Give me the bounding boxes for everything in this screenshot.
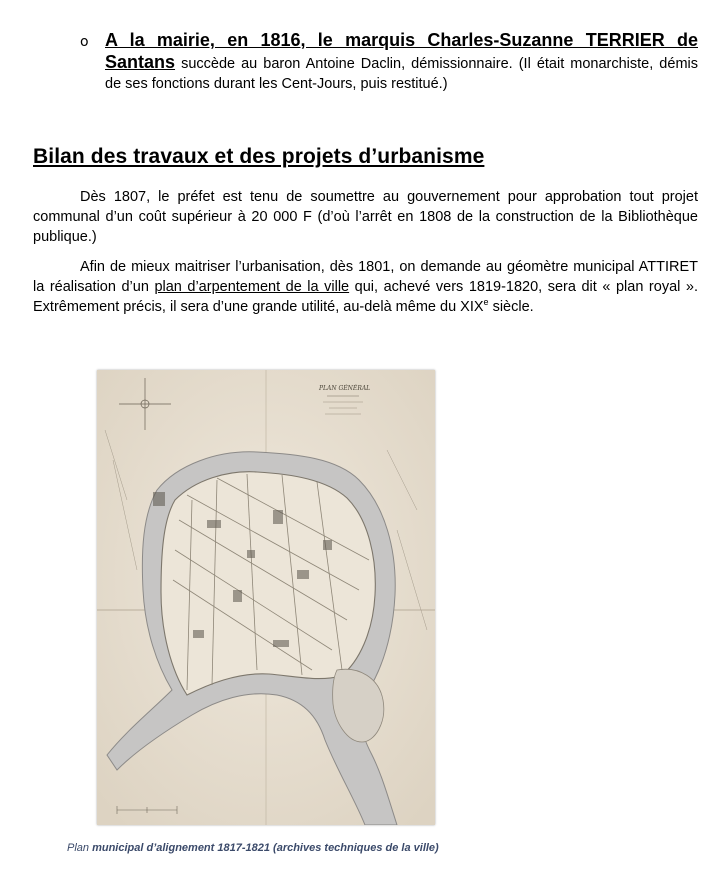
paragraph-2-end: siècle. — [488, 299, 534, 315]
historic-city-map — [97, 370, 435, 825]
bullet-rest: succède au baron Antoine Daclin, démissionnaire. (Il était monarchiste, démis de ses fonctions durant les Cent-Jours, puis restitué.) — [105, 56, 698, 92]
paragraph-1: Dès 1807, le préfet est tenu de soumettre au gouvernement pour approbation tout projet communal d’un coût supérieur à 20 000 F (d’où l’arrêt en 1808 de la construction de la Bibliothèque publique.) — [33, 189, 698, 245]
caption-bold: municipal d’alignement 1817-1821 (archives techniques de la ville) — [92, 842, 439, 854]
paragraph-2 — [33, 257, 698, 317]
caption-plain: Plan — [67, 842, 93, 854]
map-caption — [67, 842, 439, 854]
bullet-marker: o — [80, 34, 89, 50]
bullet-item — [80, 30, 698, 94]
section-heading: Bilan des travaux et des projets d’urbanisme — [33, 145, 485, 168]
century-superscript: e — [483, 297, 489, 308]
map-title: PLAN GÉNÉRAL — [319, 385, 371, 392]
paragraph-2-before: Afin de mieux maitriser l’urbanisation, dès 1801, on demande au géomètre municipal ATTIRET la réalisation d’un — [33, 259, 698, 295]
paragraph-2-after: qui, achevé vers 1819-1820, sera dit « plan royal ». Extrêmement précis, il sera d’une grande utilité, au-delà même du XIX — [33, 279, 698, 315]
map-illustration — [97, 370, 435, 825]
plan-link[interactable]: plan d’arpentement de la ville — [154, 279, 350, 295]
bullet-text — [105, 30, 698, 94]
bullet-lead: A la mairie, en 1816, le marquis Charles-Suzanne TERRIER de Santans — [105, 30, 698, 72]
